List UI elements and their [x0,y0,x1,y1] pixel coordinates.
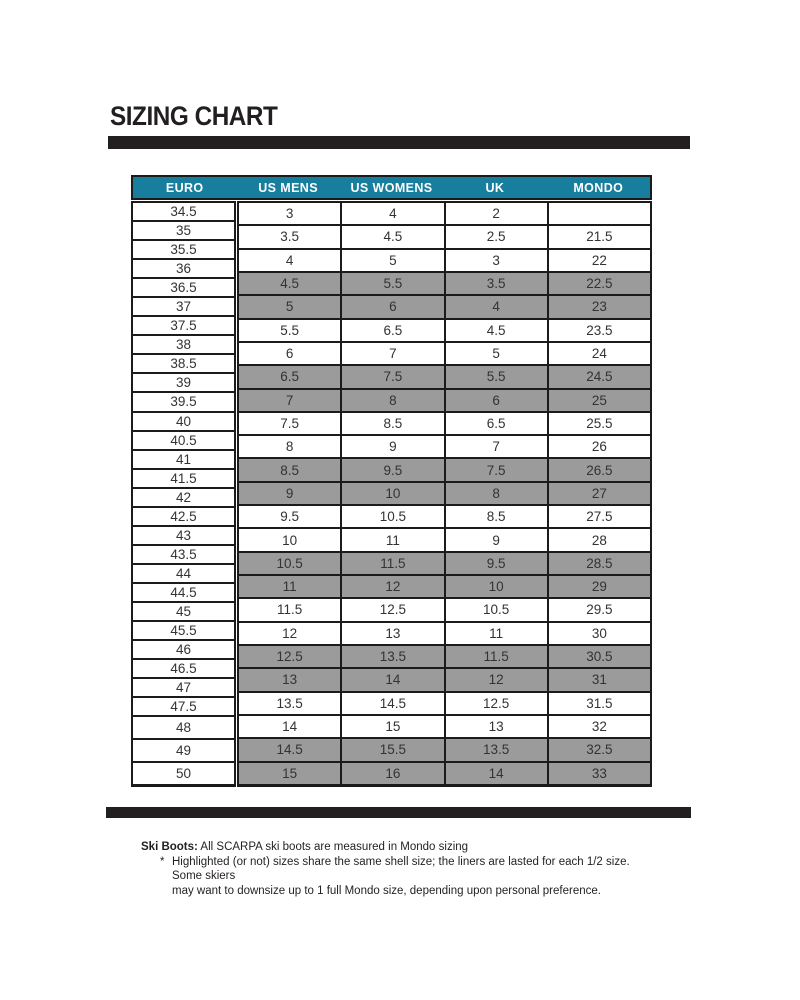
euro-size-cell: 48 [133,717,234,740]
footnote-line2: Highlighted (or not) sizes share the same shell size; the liners are lasted for each 1/2 size. Some skiers [172,855,630,882]
size-cell-mondo: 30.5 [586,649,613,665]
size-cell-mondo: 27.5 [586,509,613,525]
size-cell-uk: 5.5 [446,366,549,387]
size-cell-us-mens: 7 [239,390,342,411]
euro-size-cell: 39 [133,374,234,393]
size-cell-us-mens: 9 [239,483,342,504]
size-cell-us-womens: 7.5 [342,366,445,387]
size-cell-uk: 14 [446,763,549,784]
euro-size-cell: 50 [175,765,192,781]
bottom-divider-bar [106,807,691,818]
size-cell-us-womens: 7 [342,343,445,364]
euro-size-cell: 45 [133,603,234,622]
size-cell-us-mens: 11.5 [239,599,342,620]
euro-size-cell: 47.5 [133,698,234,717]
size-conversion-row [239,483,650,506]
size-conversion-row [239,739,650,762]
size-cell-mondo: 28.5 [586,555,613,571]
size-cell-us-mens: 3 [239,203,342,224]
size-conversion-row [239,623,650,646]
size-cell-us-mens: 12 [239,623,342,644]
euro-size-cell: 40 [133,413,234,432]
size-conversion-row [239,599,650,622]
size-conversion-row [239,366,650,389]
size-cell-mondo: 31 [591,672,607,688]
size-cell-us-womens: 12.5 [342,599,445,620]
column-header-mondo: MONDO [573,180,624,195]
size-cell-mondo: 22 [591,252,607,268]
footnote-ski-boots [141,840,641,855]
size-cell-mondo: 29 [591,579,607,595]
size-conversion-row [239,273,650,296]
size-cell-us-womens: 13.5 [342,646,445,667]
size-conversion-grid [237,201,652,787]
size-cell-mondo: 22.5 [586,276,613,292]
euro-size-cell: 38.5 [133,355,234,374]
size-cell-us-womens: 13 [342,623,445,644]
euro-size-cell: 45.5 [133,622,234,641]
size-cell-us-mens: 5 [239,296,342,317]
size-cell-us-mens: 10 [239,529,342,550]
size-cell-us-mens: 14 [239,716,342,737]
size-cell-us-mens: 9.5 [239,506,342,527]
size-cell-uk: 12 [446,669,549,690]
table-header-row [131,175,652,200]
size-cell-us-mens: 4 [239,250,342,271]
size-conversion-row [239,763,650,784]
size-cell-us-womens: 14 [342,669,445,690]
size-cell-uk: 8 [446,483,549,504]
size-cell-us-womens: 11.5 [342,553,445,574]
size-conversion-row [239,296,650,319]
size-cell-us-womens: 4 [342,203,445,224]
euro-size-cell: 36.5 [133,279,234,298]
size-cell-mondo: 26.5 [586,462,613,478]
footnote-line1: All SCARPA ski boots are measured in Mondo sizing [197,841,469,853]
size-cell-uk: 7.5 [446,459,549,480]
size-cell-mondo: 23.5 [586,322,613,338]
size-cell-us-mens: 3.5 [239,226,342,247]
size-cell-mondo: 21.5 [586,229,613,245]
euro-size-cell: 39.5 [133,393,234,412]
size-cell-uk: 4 [446,296,549,317]
size-cell-uk: 4.5 [446,320,549,341]
size-conversion-row [239,716,650,739]
size-cell-uk: 10.5 [446,599,549,620]
euro-size-cell: 37.5 [133,317,234,336]
size-cell-us-womens: 8 [342,390,445,411]
size-cell-us-womens: 12 [342,576,445,597]
size-cell-us-womens: 11 [342,529,445,550]
euro-size-cell: 40.5 [133,432,234,451]
size-conversion-row [239,390,650,413]
size-cell-mondo: 25 [591,392,607,408]
size-cell-us-womens: 8.5 [342,413,445,434]
column-header-euro: EURO [165,180,204,195]
footnote-line3: may want to downsize up to 1 full Mondo size, depending upon personal preference. [172,884,601,897]
size-cell-us-womens: 9.5 [342,459,445,480]
size-cell-us-womens: 10.5 [342,506,445,527]
size-cell-us-mens: 8 [239,436,342,457]
size-cell-uk: 3 [446,250,549,271]
size-cell-us-mens: 11 [239,576,342,597]
size-cell-us-mens: 6 [239,343,342,364]
size-cell-us-mens: 13.5 [239,693,342,714]
size-cell-us-mens: 8.5 [239,459,342,480]
size-cell-us-womens: 6 [342,296,445,317]
size-cell-mondo: 24.5 [586,369,613,385]
table-body [131,201,652,787]
euro-size-cell: 43 [133,527,234,546]
size-conversion-row [239,203,650,226]
size-cell-us-mens: 6.5 [239,366,342,387]
footnotes [141,840,641,898]
size-cell-us-mens: 4.5 [239,273,342,294]
euro-size-cell: 49 [133,740,234,763]
euro-size-column [131,201,236,787]
size-cell-mondo: 33 [591,765,607,781]
size-cell-uk: 6 [446,390,549,411]
euro-size-cell: 46.5 [133,660,234,679]
size-cell-mondo: 27 [591,485,607,501]
size-cell-uk: 9.5 [446,553,549,574]
size-conversion-row [239,576,650,599]
size-cell-uk: 13.5 [446,739,549,760]
size-cell-us-womens: 10 [342,483,445,504]
title-divider-bar [108,136,690,149]
size-cell-us-womens: 15 [342,716,445,737]
size-cell-us-mens: 14.5 [239,739,342,760]
size-conversion-row [239,436,650,459]
euro-size-cell: 34.5 [133,203,234,222]
euro-size-cell: 36 [133,260,234,279]
size-conversion-row [239,250,650,273]
size-cell-uk: 3.5 [446,273,549,294]
size-conversion-row [239,506,650,529]
euro-size-cell: 47 [133,679,234,698]
size-cell-us-mens: 13 [239,669,342,690]
euro-size-cell: 38 [133,336,234,355]
size-conversion-row [239,693,650,716]
sizing-table [131,175,652,787]
euro-size-cell: 42 [133,489,234,508]
size-cell-uk: 8.5 [446,506,549,527]
euro-size-cell: 42.5 [133,508,234,527]
size-cell-us-mens: 12.5 [239,646,342,667]
footnote-asterisk-note [160,855,641,899]
size-cell-uk: 10 [446,576,549,597]
size-cell-uk: 11 [446,623,549,644]
euro-size-cell: 43.5 [133,546,234,565]
euro-size-cell: 37 [133,298,234,317]
size-cell-us-mens: 15 [239,763,342,784]
size-cell-us-mens: 10.5 [239,553,342,574]
euro-size-cell: 35.5 [133,241,234,260]
size-cell-us-womens: 14.5 [342,693,445,714]
size-cell-us-mens: 7.5 [239,413,342,434]
size-conversion-row [239,413,650,436]
size-conversion-row [239,226,650,249]
size-cell-us-mens: 5.5 [239,320,342,341]
euro-size-cell: 46 [133,641,234,660]
size-conversion-row [239,343,650,366]
size-cell-uk: 11.5 [446,646,549,667]
size-cell-mondo: 24 [591,346,607,362]
size-conversion-row [239,646,650,669]
size-conversion-row [239,553,650,576]
size-cell-mondo: 32.5 [586,742,613,758]
size-cell-mondo: 32 [591,719,607,735]
size-cell-mondo [549,203,650,224]
size-cell-uk: 6.5 [446,413,549,434]
size-cell-mondo: 26 [591,439,607,455]
size-cell-mondo: 29.5 [586,602,613,618]
footnote-label: Ski Boots: [141,841,198,853]
size-cell-mondo: 23 [591,299,607,315]
page-title: SIZING CHART [110,101,278,131]
size-cell-uk: 5 [446,343,549,364]
size-cell-mondo: 25.5 [586,415,613,431]
size-cell-uk: 2 [446,203,549,224]
size-cell-us-womens: 9 [342,436,445,457]
euro-size-cell: 44.5 [133,584,234,603]
euro-size-cell: 35 [133,222,234,241]
size-cell-us-womens: 15.5 [342,739,445,760]
column-header-us-womens: US WOMENS [350,180,433,195]
asterisk-bullet: * [160,855,165,868]
column-header-uk: UK [485,180,505,195]
size-conversion-row [239,320,650,343]
size-conversion-row [239,529,650,552]
euro-size-cell: 41 [133,451,234,470]
size-cell-uk: 7 [446,436,549,457]
euro-size-cell: 41.5 [133,470,234,489]
size-cell-mondo: 28 [591,532,607,548]
size-cell-us-womens: 6.5 [342,320,445,341]
size-cell-us-womens: 5 [342,250,445,271]
size-cell-us-womens: 16 [342,763,445,784]
column-header-us-mens: US MENS [258,180,318,195]
size-cell-us-womens: 5.5 [342,273,445,294]
size-cell-uk: 12.5 [446,693,549,714]
size-cell-mondo: 30 [591,625,607,641]
euro-size-cell: 44 [133,565,234,584]
size-cell-uk: 13 [446,716,549,737]
size-cell-mondo: 31.5 [586,695,613,711]
size-cell-us-womens: 4.5 [342,226,445,247]
size-cell-uk: 9 [446,529,549,550]
size-conversion-row [239,669,650,692]
size-conversion-row [239,459,650,482]
size-cell-uk: 2.5 [446,226,549,247]
footnote-text [172,855,641,899]
